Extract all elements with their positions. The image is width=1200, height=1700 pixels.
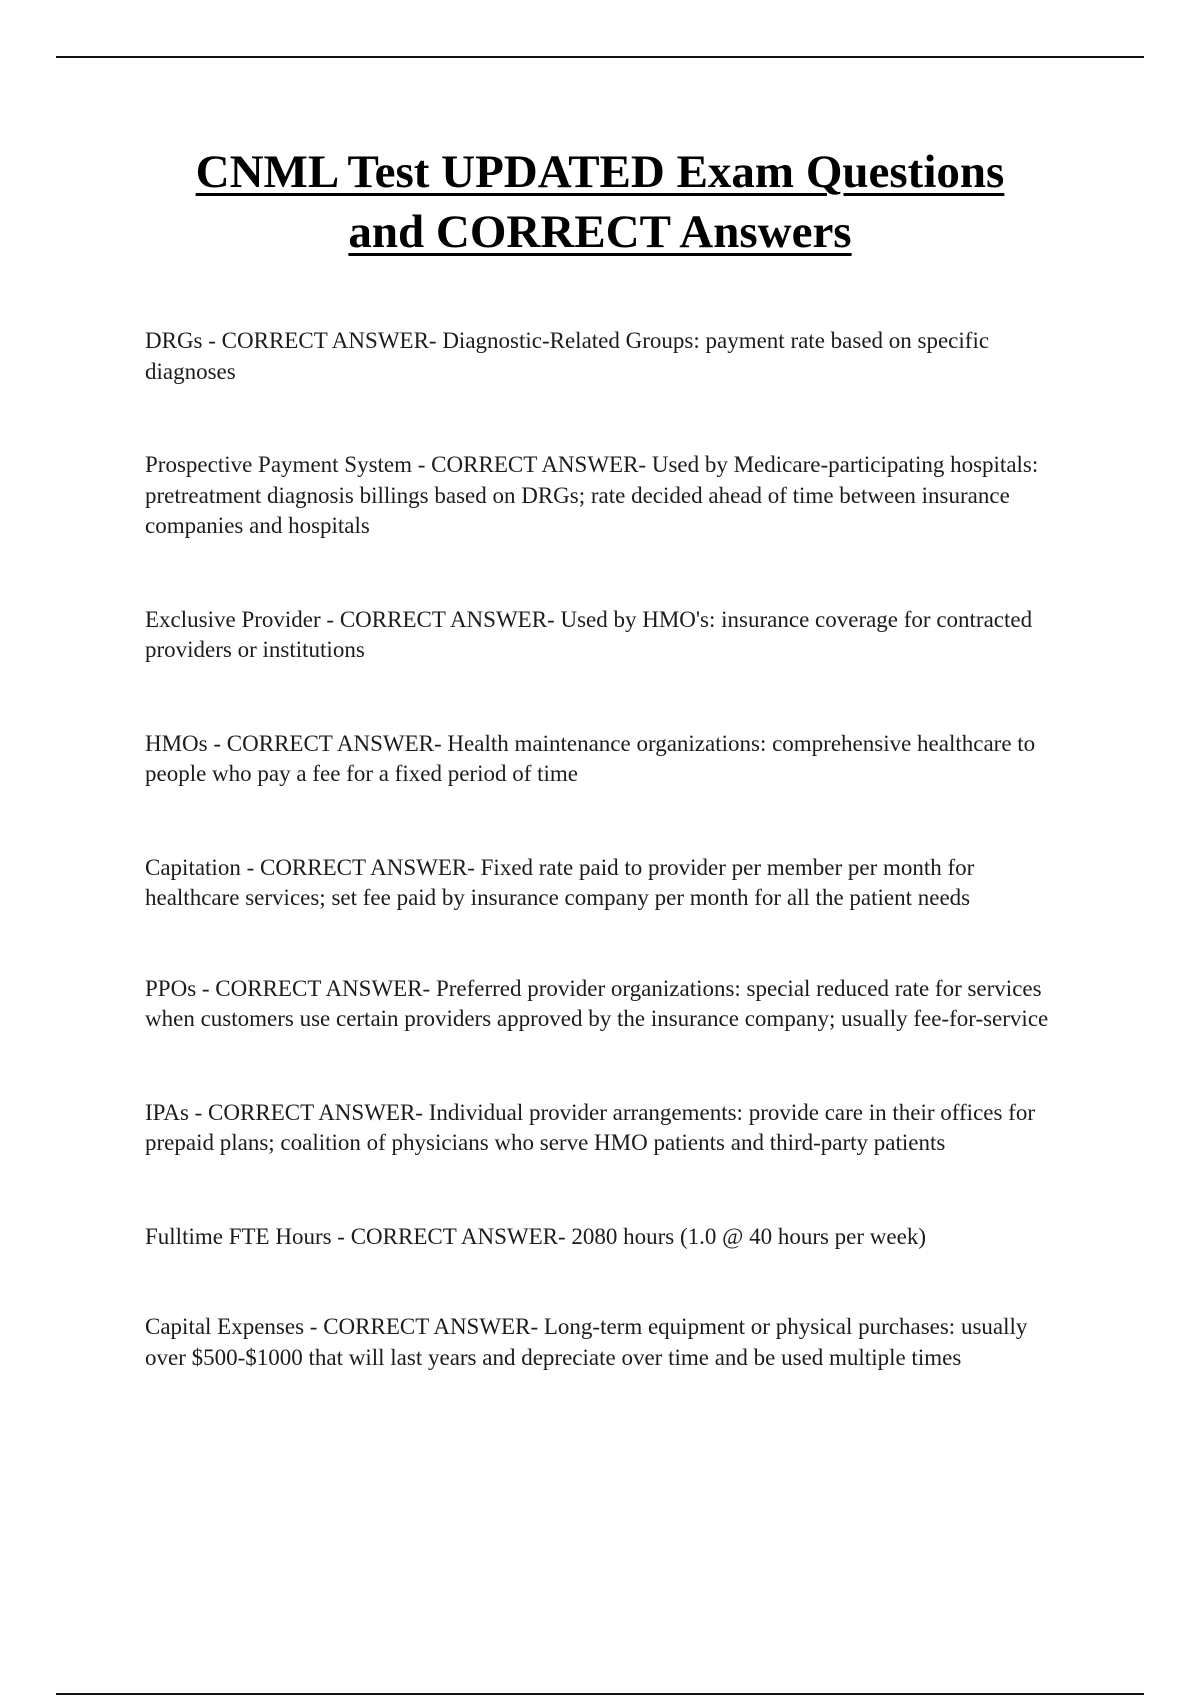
- title-line-2: and CORRECT Answers: [348, 206, 852, 258]
- qa-item-ipas: IPAs - CORRECT ANSWER- Individual provider arrangements: provide care in their offices for prepaid plans; coalition of physicians who serve HMO patients and third-party patients: [145, 1099, 1036, 1155]
- qa-list: [145, 326, 1065, 1373]
- footer-rule: [56, 1693, 1144, 1695]
- qa-item-capital-expenses: Capital Expenses - CORRECT ANSWER- Long-term equipment or physical purchases: usually over $500-$1000 that will last years and depreciate over time and be used multiple times: [145, 1314, 1028, 1370]
- qa-item-drgs: DRGs - CORRECT ANSWER- Diagnostic-Related Groups: payment rate based on specific diagnoses: [145, 328, 990, 384]
- qa-item-prospective-payment-system: Prospective Payment System - CORRECT ANSWER- Used by Medicare-participating hospitals: pretreatment diagnosis billings based on DRGs; rate decided ahead of time between insurance companies and hospitals: [145, 452, 1039, 538]
- header-rule: [56, 56, 1144, 58]
- qa-item-capitation: Capitation - CORRECT ANSWER- Fixed rate paid to provider per member per month for healthcare services; set fee paid by insurance company per month for all the patient needs: [145, 854, 975, 910]
- qa-item-ppos: PPOs - CORRECT ANSWER- Preferred provider organizations: special reduced rate for services when customers use certain providers approved by the insurance company; usually fee-for-service: [145, 975, 1049, 1031]
- qa-item-hmos: HMOs - CORRECT ANSWER- Health maintenance organizations: comprehensive healthcare to people who pay a fee for a fixed period of time: [145, 730, 1036, 786]
- qa-item-exclusive-provider: Exclusive Provider - CORRECT ANSWER- Used by HMO's: insurance coverage for contracted providers or institutions: [145, 606, 1033, 662]
- document-title: [120, 142, 1080, 262]
- title-line-1: CNML Test UPDATED Exam Questions: [195, 146, 1005, 198]
- qa-item-fulltime-fte-hours: Fulltime FTE Hours - CORRECT ANSWER- 2080 hours (1.0 @ 40 hours per week): [145, 1223, 926, 1249]
